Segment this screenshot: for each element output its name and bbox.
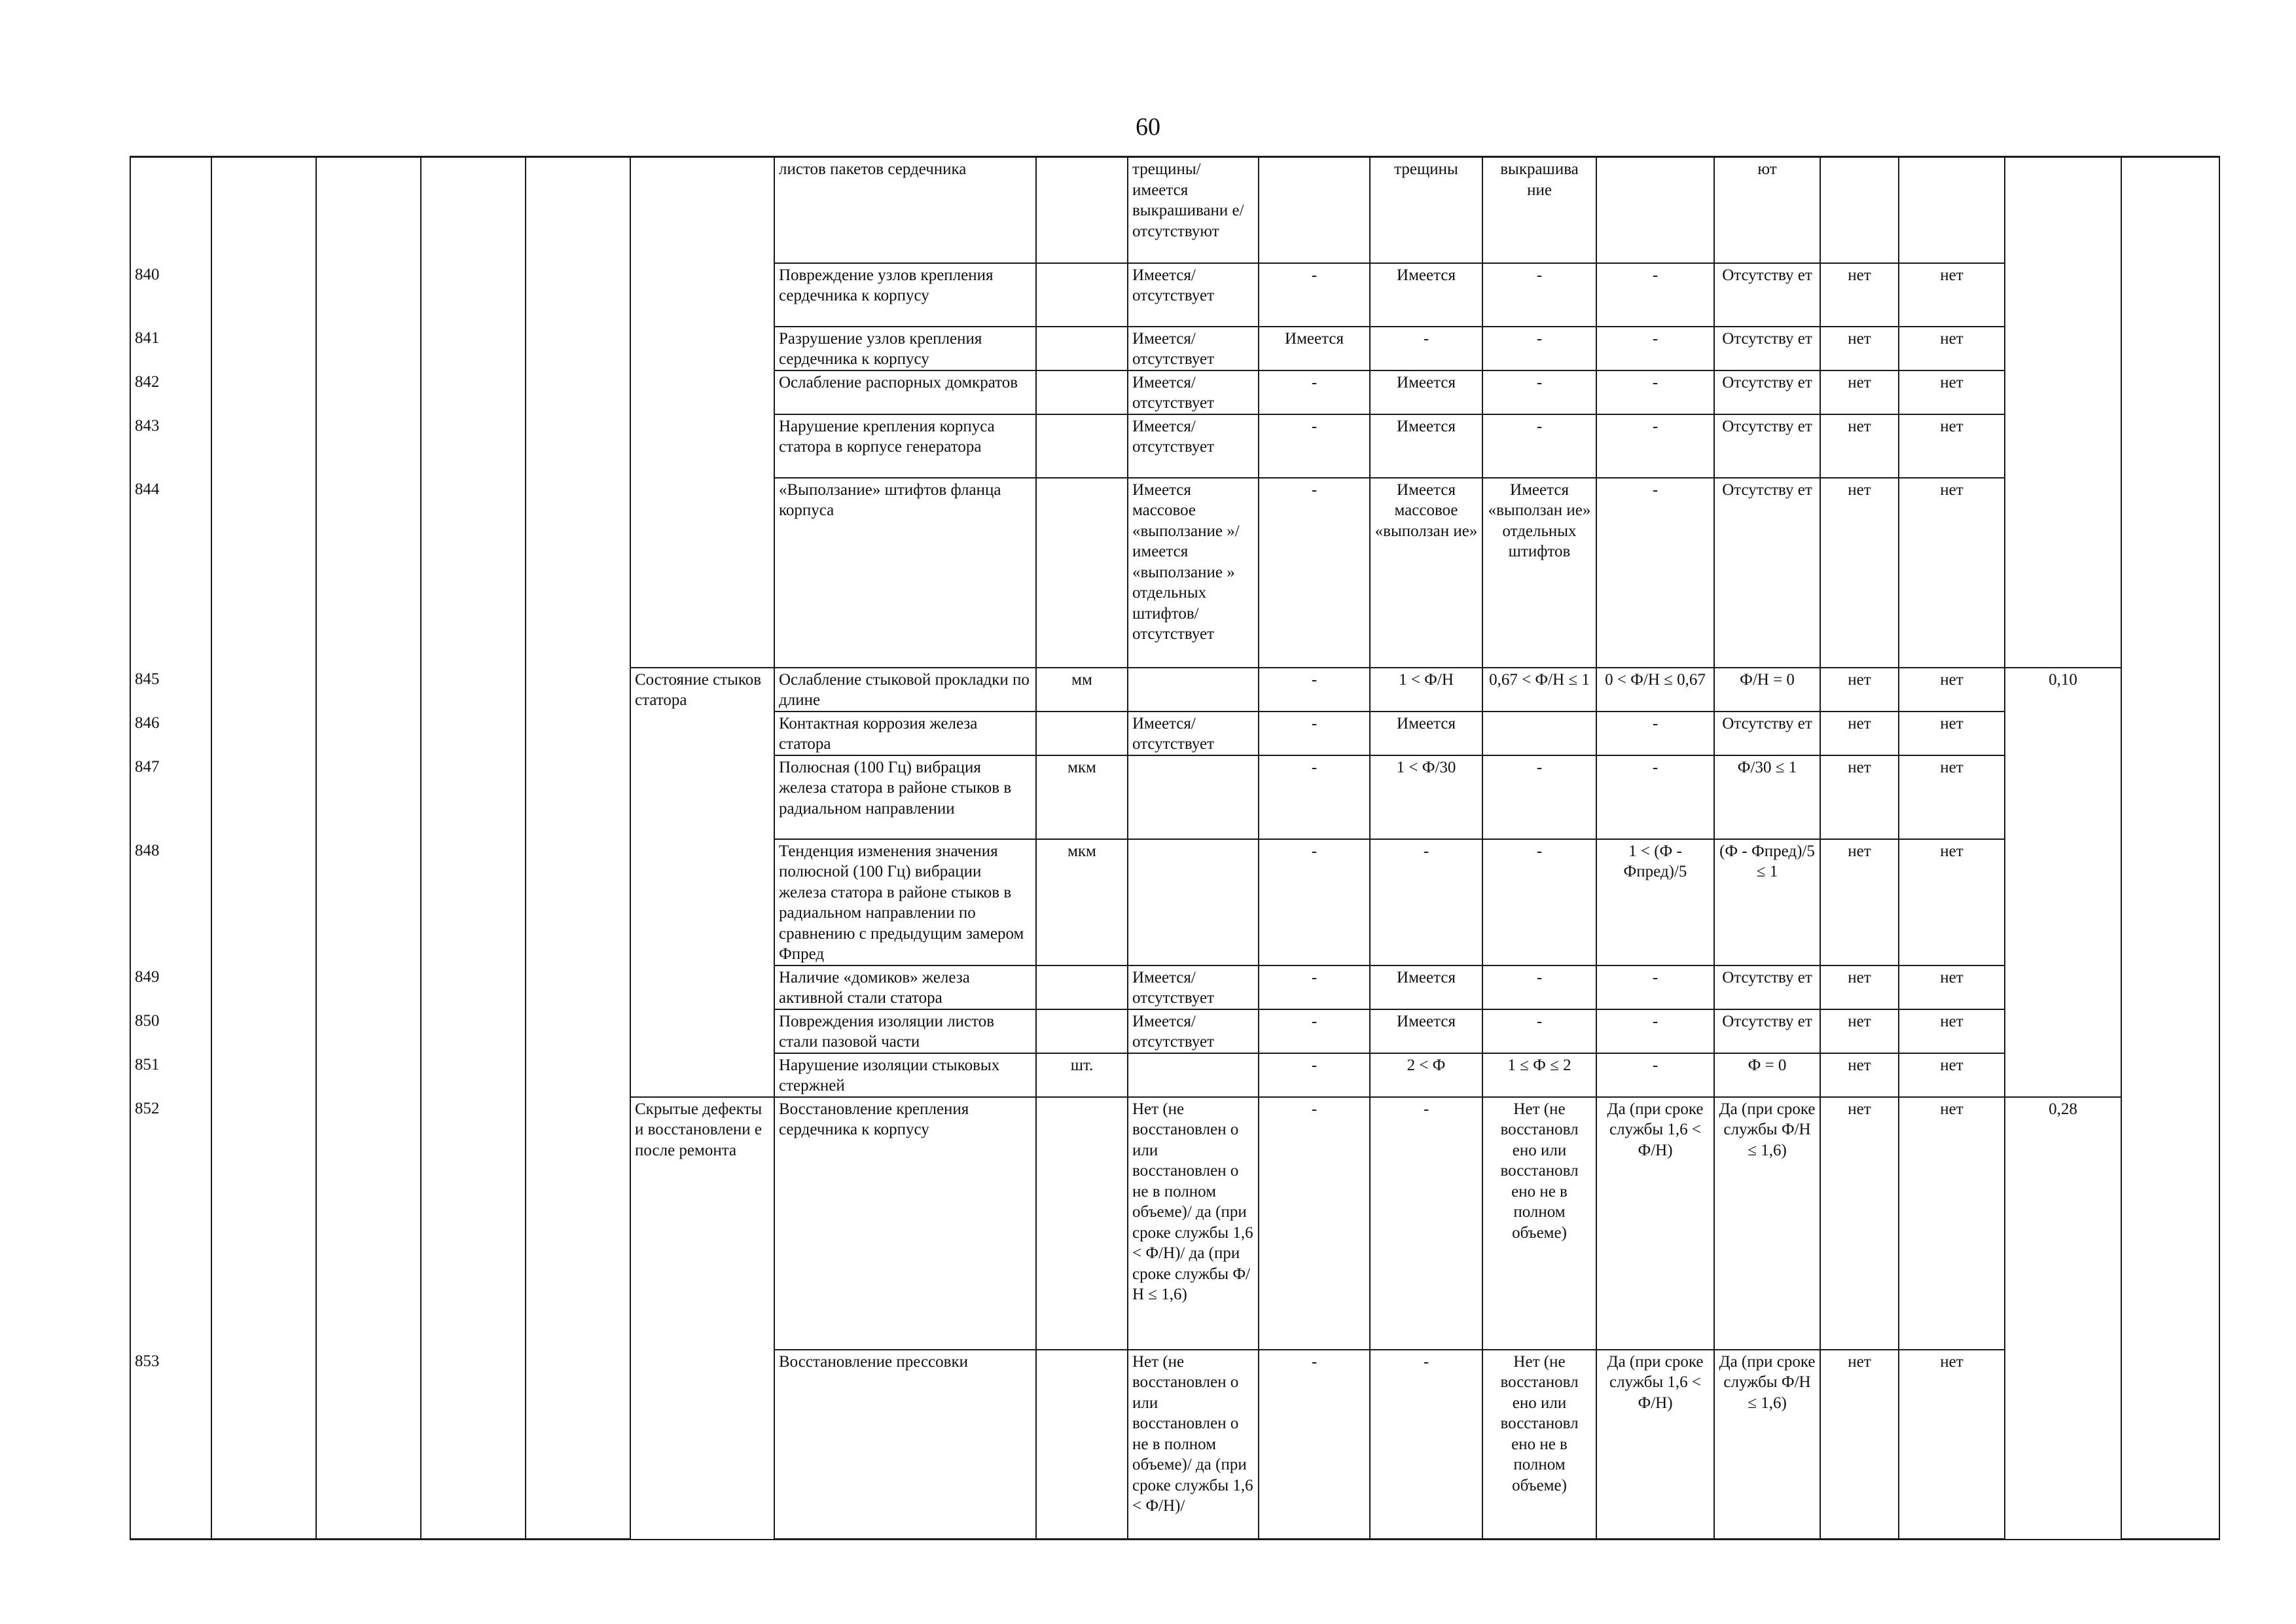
level-2: - <box>1596 712 1714 755</box>
unit: мм <box>1036 668 1128 712</box>
parameter-name: «Выползание» штифтов фланца корпуса <box>774 478 1036 668</box>
parameter-name: листов пакетов сердечника <box>774 157 1036 263</box>
row-number: 850 <box>130 1009 211 1053</box>
table-row <box>130 1053 2219 1097</box>
level-3: 1 ≤ Ф ≤ 2 <box>1482 1053 1596 1097</box>
level-3: - <box>1482 839 1596 965</box>
level-5 <box>1259 157 1370 263</box>
cell-empty <box>526 157 630 263</box>
criterion-a: нет <box>1820 478 1899 668</box>
cell-empty <box>526 668 630 712</box>
possible-values: Имеется/ отсутствует <box>1128 712 1259 755</box>
possible-values <box>1128 839 1259 965</box>
level-1: Ф = 0 <box>1714 1053 1820 1097</box>
unit <box>1036 1097 1128 1350</box>
cell-empty <box>2121 839 2219 965</box>
cell-empty <box>316 755 421 839</box>
unit <box>1036 478 1128 668</box>
criterion-a: нет <box>1820 965 1899 1009</box>
group-title: Скрытые дефекты и восстановлени е после ремонта <box>630 1097 774 1540</box>
cell-empty <box>421 1350 526 1540</box>
level-3: - <box>1482 263 1596 327</box>
level-1: Отсутству ет <box>1714 414 1820 478</box>
cell-empty <box>526 839 630 965</box>
cell-empty <box>421 263 526 327</box>
cell-empty <box>211 414 316 478</box>
level-5: - <box>1259 712 1370 755</box>
parameter-name: Повреждение узлов крепления сердечника к корпусу <box>774 263 1036 327</box>
unit <box>1036 370 1128 414</box>
level-2: - <box>1596 478 1714 668</box>
row-number: 843 <box>130 414 211 478</box>
parameter-name: Нарушение крепления корпуса статора в корпусе генератора <box>774 414 1036 478</box>
cell-empty <box>316 414 421 478</box>
level-4: Имеется <box>1370 1009 1482 1053</box>
criterion-b: нет <box>1899 1009 2005 1053</box>
level-5: - <box>1259 263 1370 327</box>
level-4: 1 < Ф/Н <box>1370 668 1482 712</box>
possible-values: Имеется/ отсутствует <box>1128 965 1259 1009</box>
cell-empty <box>421 327 526 370</box>
table-row <box>130 327 2219 370</box>
level-2: Да (при сроке службы 1,6 < Ф/Н) <box>1596 1097 1714 1350</box>
parameter-name: Наличие «домиков» железа активной стали статора <box>774 965 1036 1009</box>
level-4: Имеется <box>1370 414 1482 478</box>
cell-empty <box>2121 370 2219 414</box>
possible-values: Имеется/ отсутствует <box>1128 370 1259 414</box>
level-2: 0 < Ф/Н ≤ 0,67 <box>1596 668 1714 712</box>
table-row <box>130 414 2219 478</box>
level-4: - <box>1370 1350 1482 1540</box>
level-1: Отсутству ет <box>1714 712 1820 755</box>
cell-empty <box>2121 157 2219 263</box>
level-2: - <box>1596 414 1714 478</box>
cell-empty <box>526 1097 630 1350</box>
table-row <box>130 755 2219 839</box>
cell-empty <box>316 263 421 327</box>
criterion-a: нет <box>1820 263 1899 327</box>
cell-empty <box>316 1097 421 1350</box>
group-weight <box>2005 263 2121 327</box>
cell-empty <box>211 712 316 755</box>
cell-empty <box>421 157 526 263</box>
level-2: - <box>1596 1009 1714 1053</box>
level-1: (Ф - Фпред)/5 ≤ 1 <box>1714 839 1820 965</box>
unit: шт. <box>1036 1053 1128 1097</box>
table-row <box>130 370 2219 414</box>
cell-empty <box>630 263 774 327</box>
parameter-name: Ослабление стыковой прокладки по длине <box>774 668 1036 712</box>
possible-values <box>1128 1053 1259 1097</box>
level-3: Имеется «выползан ие» отдельных штифтов <box>1482 478 1596 668</box>
level-4: - <box>1370 327 1482 370</box>
level-4: трещины <box>1370 157 1482 263</box>
cell-empty <box>630 327 774 370</box>
group-weight <box>2005 414 2121 478</box>
table-row <box>130 712 2219 755</box>
parameter-name: Ослабление распорных домкратов <box>774 370 1036 414</box>
row-number: 840 <box>130 263 211 327</box>
cell-empty <box>316 1009 421 1053</box>
cell-empty <box>211 1009 316 1053</box>
parameter-name: Тенденция изменения значения полюсной (100 Гц) вибрации железа статора в районе стыков в радиальном направлении по сравнению с предыдущим замером Фпред <box>774 839 1036 965</box>
cell-empty <box>211 965 316 1009</box>
cell-empty <box>526 1053 630 1097</box>
cell-empty <box>526 965 630 1009</box>
level-3: Нет (не восстановл ено или восстановл ено не в полном объеме) <box>1482 1097 1596 1350</box>
criterion-b: нет <box>1899 668 2005 712</box>
row-number: 847 <box>130 755 211 839</box>
row-number: 852 <box>130 1097 211 1350</box>
cell-empty <box>421 1009 526 1053</box>
level-5: - <box>1259 478 1370 668</box>
cell-empty <box>526 414 630 478</box>
level-2: Да (при сроке службы 1,6 < Ф/Н) <box>1596 1350 1714 1540</box>
cell-empty <box>421 1097 526 1350</box>
cell-empty <box>421 478 526 668</box>
cell-empty <box>211 157 316 263</box>
cell-empty <box>421 414 526 478</box>
cell-empty <box>630 370 774 414</box>
cell-empty <box>2121 1350 2219 1540</box>
level-4: Имеется массовое «выползан ие» <box>1370 478 1482 668</box>
row-number: 844 <box>130 478 211 668</box>
cell-empty <box>2121 668 2219 712</box>
cell-empty <box>316 1053 421 1097</box>
cell-empty <box>316 157 421 263</box>
level-5: - <box>1259 965 1370 1009</box>
parameters-table-container <box>130 156 2220 1540</box>
level-3: - <box>1482 755 1596 839</box>
row-number: 842 <box>130 370 211 414</box>
possible-values <box>1128 755 1259 839</box>
cell-empty <box>211 1350 316 1540</box>
cell-empty <box>211 478 316 668</box>
level-1: Отсутству ет <box>1714 263 1820 327</box>
level-4: Имеется <box>1370 263 1482 327</box>
criterion-a: нет <box>1820 668 1899 712</box>
cell-empty <box>211 839 316 965</box>
criterion-b: нет <box>1899 370 2005 414</box>
row-number: 853 <box>130 1350 211 1540</box>
row-number: 841 <box>130 327 211 370</box>
cell-empty <box>2121 755 2219 839</box>
criterion-a: нет <box>1820 1053 1899 1097</box>
level-5: - <box>1259 370 1370 414</box>
cell-empty <box>2121 1053 2219 1097</box>
cell-empty <box>316 370 421 414</box>
cell-empty <box>2121 1097 2219 1350</box>
criterion-a <box>1820 157 1899 263</box>
possible-values: Имеется/ отсутствует <box>1128 414 1259 478</box>
parameter-name: Восстановление прессовки <box>774 1350 1036 1540</box>
criterion-b: нет <box>1899 327 2005 370</box>
parameter-name: Контактная коррозия железа статора <box>774 712 1036 755</box>
row-number: 851 <box>130 1053 211 1097</box>
criterion-a: нет <box>1820 1097 1899 1350</box>
level-4: - <box>1370 839 1482 965</box>
table-row <box>130 1350 2219 1540</box>
table-row <box>130 965 2219 1009</box>
parameter-name: Разрушение узлов крепления сердечника к корпусу <box>774 327 1036 370</box>
cell-empty <box>211 668 316 712</box>
level-2: - <box>1596 755 1714 839</box>
table-row <box>130 1097 2219 1350</box>
cell-empty <box>526 755 630 839</box>
table-row <box>130 478 2219 668</box>
cell-empty <box>2121 1009 2219 1053</box>
unit: мкм <box>1036 755 1128 839</box>
level-2: 1 < (Ф - Фпред)/5 <box>1596 839 1714 965</box>
level-1: Отсутству ет <box>1714 965 1820 1009</box>
level-3: - <box>1482 965 1596 1009</box>
level-1: Да (при сроке службы Ф/Н ≤ 1,6) <box>1714 1350 1820 1540</box>
cell-empty <box>316 712 421 755</box>
level-1: Ф/30 ≤ 1 <box>1714 755 1820 839</box>
parameters-table <box>130 156 2220 1540</box>
cell-empty <box>316 668 421 712</box>
possible-values: Имеется/ отсутствует <box>1128 263 1259 327</box>
level-5: - <box>1259 668 1370 712</box>
cell-empty <box>2121 965 2219 1009</box>
cell-empty <box>2121 414 2219 478</box>
possible-values <box>1128 668 1259 712</box>
level-1: Да (при сроке службы Ф/Н ≤ 1,6) <box>1714 1097 1820 1350</box>
page-number: 60 <box>1136 113 1160 141</box>
group-weight <box>2005 327 2121 370</box>
level-5: - <box>1259 755 1370 839</box>
group-weight: 0,28 <box>2005 1097 2121 1540</box>
group-weight <box>2005 157 2121 263</box>
possible-values: Нет (не восстановлен о или восстановлен о не в полном объеме)/ да (при сроке службы 1,6 < Ф/Н)/ <box>1128 1350 1259 1540</box>
level-1: Отсутству ет <box>1714 327 1820 370</box>
level-1: Отсутству ет <box>1714 1009 1820 1053</box>
criterion-a: нет <box>1820 755 1899 839</box>
criterion-b: нет <box>1899 263 2005 327</box>
parameter-name: Повреждения изоляции листов стали пазовой части <box>774 1009 1036 1053</box>
criterion-b: нет <box>1899 839 2005 965</box>
group-weight <box>2005 478 2121 668</box>
level-1: ют <box>1714 157 1820 263</box>
cell-empty <box>2121 712 2219 755</box>
criterion-b: нет <box>1899 712 2005 755</box>
parameter-name: Восстановление крепления сердечника к корпусу <box>774 1097 1036 1350</box>
cell-empty <box>316 327 421 370</box>
unit <box>1036 712 1128 755</box>
cell-empty <box>316 839 421 965</box>
criterion-b <box>1899 157 2005 263</box>
cell-empty <box>211 1097 316 1350</box>
possible-values: Имеется массовое «выползание »/ имеется «выползание » отдельных штифтов/ отсутствует <box>1128 478 1259 668</box>
table-row <box>130 1009 2219 1053</box>
level-4: - <box>1370 1097 1482 1350</box>
cell-empty <box>421 370 526 414</box>
cell-empty <box>211 327 316 370</box>
level-5: Имеется <box>1259 327 1370 370</box>
level-3: выкрашива ние <box>1482 157 1596 263</box>
cell-empty <box>421 712 526 755</box>
table-row <box>130 839 2219 965</box>
level-2: - <box>1596 1053 1714 1097</box>
criterion-b: нет <box>1899 965 2005 1009</box>
unit <box>1036 1009 1128 1053</box>
cell-empty <box>2121 478 2219 668</box>
cell-empty <box>421 965 526 1009</box>
unit <box>1036 327 1128 370</box>
cell-empty <box>421 755 526 839</box>
criterion-b: нет <box>1899 1350 2005 1540</box>
cell-empty <box>130 157 211 263</box>
criterion-b: нет <box>1899 414 2005 478</box>
cell-empty <box>211 1053 316 1097</box>
cell-empty <box>630 157 774 263</box>
level-5: - <box>1259 1053 1370 1097</box>
possible-values: Имеется/ отсутствует <box>1128 327 1259 370</box>
level-3: - <box>1482 327 1596 370</box>
level-1: Ф/Н = 0 <box>1714 668 1820 712</box>
possible-values: Имеется/ отсутствует <box>1128 1009 1259 1053</box>
cell-empty <box>211 755 316 839</box>
level-4: Имеется <box>1370 965 1482 1009</box>
cell-empty <box>526 478 630 668</box>
criterion-b: нет <box>1899 755 2005 839</box>
criterion-a: нет <box>1820 1009 1899 1053</box>
level-5: - <box>1259 414 1370 478</box>
table-row <box>130 263 2219 327</box>
level-4: 2 < Ф <box>1370 1053 1482 1097</box>
cell-empty <box>526 263 630 327</box>
level-2 <box>1596 157 1714 263</box>
level-3: - <box>1482 370 1596 414</box>
row-number: 846 <box>130 712 211 755</box>
unit <box>1036 965 1128 1009</box>
level-5: - <box>1259 1097 1370 1350</box>
cell-empty <box>526 1009 630 1053</box>
level-2: - <box>1596 263 1714 327</box>
possible-values: Нет (не восстановлен о или восстановлен о не в полном объеме)/ да (при сроке службы 1,6 < Ф/Н)/ да (при сроке службы Ф/Н ≤ 1,6) <box>1128 1097 1259 1350</box>
cell-empty <box>2121 327 2219 370</box>
cell-empty <box>526 327 630 370</box>
level-5: - <box>1259 1350 1370 1540</box>
cell-empty <box>630 478 774 668</box>
level-4: Имеется <box>1370 370 1482 414</box>
possible-values: трещины/ имеется выкрашивани е/ отсутствуют <box>1128 157 1259 263</box>
cell-empty <box>316 478 421 668</box>
level-1: Отсутству ет <box>1714 370 1820 414</box>
unit <box>1036 157 1128 263</box>
parameter-name: Полюсная (100 Гц) вибрация железа статора в районе стыков в радиальном направлении <box>774 755 1036 839</box>
cell-empty <box>630 414 774 478</box>
criterion-a: нет <box>1820 370 1899 414</box>
criterion-a: нет <box>1820 839 1899 965</box>
level-2: - <box>1596 370 1714 414</box>
cell-empty <box>211 263 316 327</box>
cell-empty <box>2121 263 2219 327</box>
row-number: 848 <box>130 839 211 965</box>
level-4: 1 < Ф/30 <box>1370 755 1482 839</box>
level-1: Отсутству ет <box>1714 478 1820 668</box>
table-row-continued <box>130 157 2219 263</box>
level-5: - <box>1259 839 1370 965</box>
group-weight: 0,10 <box>2005 668 2121 1097</box>
level-3: Нет (не восстановл ено или восстановл ено не в полном объеме) <box>1482 1350 1596 1540</box>
cell-empty <box>421 1053 526 1097</box>
criterion-a: нет <box>1820 1350 1899 1540</box>
cell-empty <box>526 1350 630 1540</box>
table-row <box>130 668 2219 712</box>
cell-empty <box>316 1350 421 1540</box>
level-2: - <box>1596 965 1714 1009</box>
group-title: Состояние стыков статора <box>630 668 774 1097</box>
criterion-b: нет <box>1899 1097 2005 1350</box>
cell-empty <box>316 965 421 1009</box>
level-3: 0,67 < Ф/Н ≤ 1 <box>1482 668 1596 712</box>
criterion-a: нет <box>1820 414 1899 478</box>
cell-empty <box>211 370 316 414</box>
group-weight <box>2005 370 2121 414</box>
cell-empty <box>421 839 526 965</box>
unit <box>1036 1350 1128 1540</box>
criterion-a: нет <box>1820 327 1899 370</box>
level-3: - <box>1482 1009 1596 1053</box>
level-4: Имеется <box>1370 712 1482 755</box>
level-2: - <box>1596 327 1714 370</box>
cell-empty <box>526 370 630 414</box>
criterion-b: нет <box>1899 478 2005 668</box>
level-5: - <box>1259 1009 1370 1053</box>
level-3 <box>1482 712 1596 755</box>
unit <box>1036 263 1128 327</box>
row-number: 849 <box>130 965 211 1009</box>
unit: мкм <box>1036 839 1128 965</box>
criterion-b: нет <box>1899 1053 2005 1097</box>
unit <box>1036 414 1128 478</box>
cell-empty <box>421 668 526 712</box>
parameter-name: Нарушение изоляции стыковых стержней <box>774 1053 1036 1097</box>
level-3: - <box>1482 414 1596 478</box>
criterion-a: нет <box>1820 712 1899 755</box>
row-number: 845 <box>130 668 211 712</box>
cell-empty <box>526 712 630 755</box>
